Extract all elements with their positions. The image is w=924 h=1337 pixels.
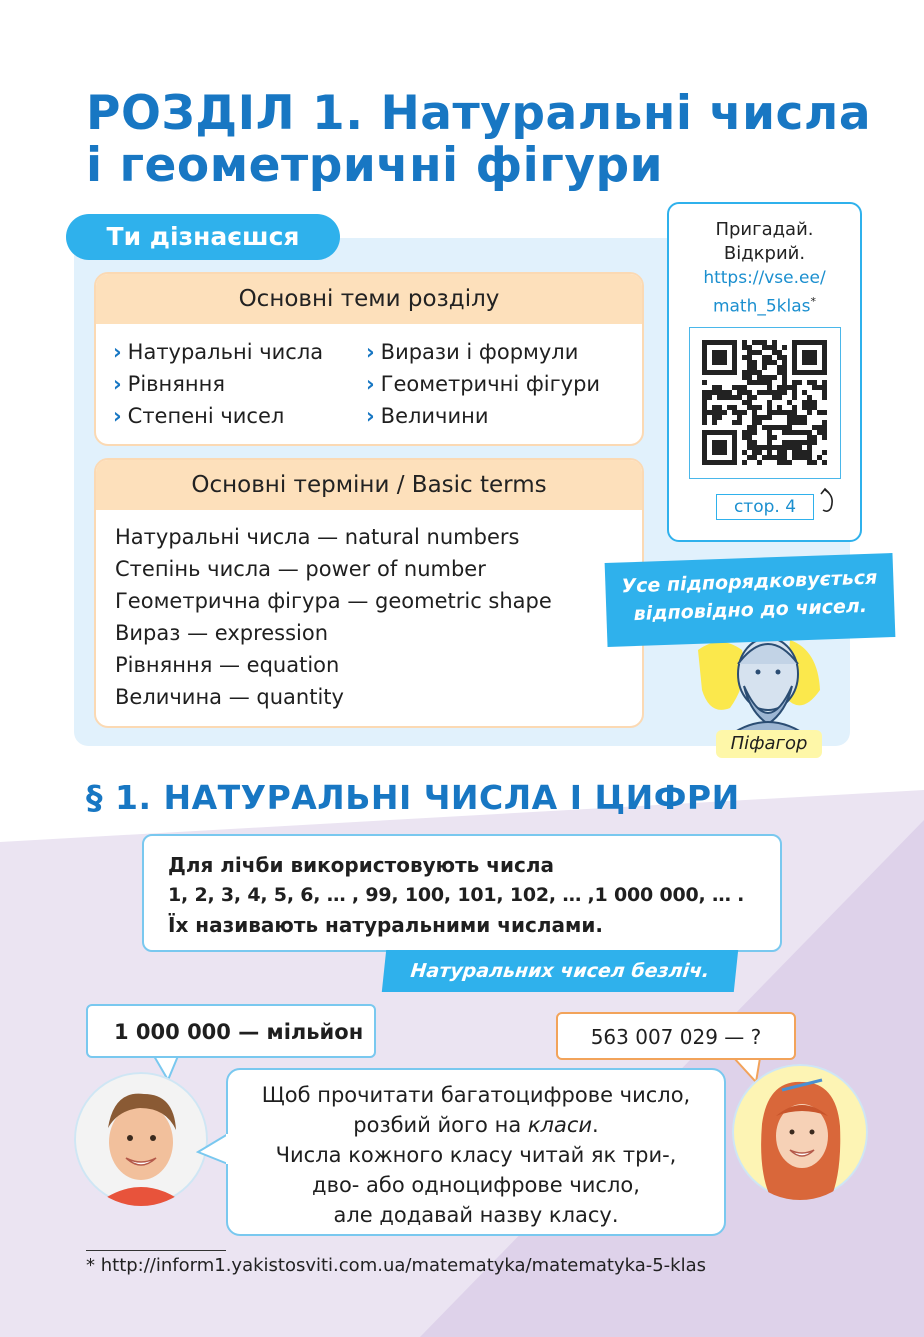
- explanation-line: але додавай назву класу.: [333, 1203, 619, 1227]
- chevron-right-icon: ›: [113, 404, 122, 428]
- topic-item: › Вирази і формули: [366, 340, 579, 364]
- terms-card: [94, 458, 644, 728]
- topic-item: › Рівняння: [113, 372, 225, 396]
- topics-header: Основні теми розділу: [96, 274, 642, 324]
- terms-list: [96, 510, 642, 713]
- learn-tag: Ти дізнаєшся: [66, 214, 340, 260]
- footnote-divider: [86, 1250, 226, 1251]
- qr-code[interactable]: [689, 327, 841, 479]
- section-title: § 1. НАТУРАЛЬНІ ЧИСЛА І ЦИФРИ: [86, 778, 740, 817]
- explanation-line: дво- або одноцифрове число,: [312, 1173, 640, 1197]
- topic-item: › Натуральні числа: [113, 340, 324, 364]
- pythagoras-quote: Усе підпорядковується відповідно до чисел.: [605, 553, 896, 647]
- term-item: Степінь числа — power of number: [115, 557, 486, 581]
- topic-item: › Геометричні фігури: [366, 372, 601, 396]
- definition-line: 1, 2, 3, 4, 5, 6, … , 99, 100, 101, 102, … ,1 000 000, … .: [168, 884, 745, 906]
- definition-line: Для лічби використовують числа: [168, 853, 555, 877]
- qr-code-image: [690, 328, 840, 478]
- girl-speech-bubble: 563 007 029 — ?: [556, 1012, 796, 1060]
- chevron-right-icon: ›: [366, 372, 375, 396]
- term-item: Геометрична фігура — geometric shape: [115, 589, 552, 613]
- topic-item: › Величини: [366, 404, 489, 428]
- chevron-right-icon: ›: [366, 340, 375, 364]
- explanation-line: Щоб прочитати багатоцифрове число,: [261, 1083, 691, 1107]
- definition-line: Їх називають натуральними числами.: [168, 913, 603, 937]
- footnote: * http://inform1.yakistosviti.com.ua/matematyka/matematyka-5-klas: [86, 1255, 707, 1276]
- term-item: Натуральні числа — natural numbers: [115, 525, 520, 549]
- chapter-title: РОЗДІЛ 1. Натуральні числа і геометричні фігури: [86, 86, 872, 193]
- bubble-tail: [196, 1130, 230, 1170]
- pythagoras-name: Піфагор: [716, 730, 822, 758]
- term-item: Величина — quantity: [115, 685, 344, 709]
- term-item: Рівняння — equation: [115, 653, 340, 677]
- explanation-line: Числа кожного класу читай як три-,: [275, 1143, 677, 1167]
- girl-avatar: [732, 1064, 868, 1200]
- chevron-right-icon: ›: [113, 372, 122, 396]
- return-arrow-icon: [819, 486, 839, 516]
- qr-link[interactable]: https://vse.ee/ math_5klas*: [703, 268, 826, 317]
- chevron-right-icon: ›: [366, 404, 375, 428]
- page-reference[interactable]: стор. 4: [716, 494, 814, 520]
- term-item: Вираз — expression: [115, 621, 329, 645]
- terms-header: Основні терміни / Basic terms: [96, 460, 642, 510]
- qr-card: [667, 202, 862, 542]
- qr-caption: Пригадай. Відкрий.: [715, 219, 814, 264]
- topics-card: [94, 272, 644, 446]
- topic-item: › Степені чисел: [113, 404, 285, 428]
- definition-box: [142, 834, 782, 952]
- boy-speech-bubble: 1 000 000 — мільйон: [86, 1004, 376, 1058]
- explanation-line: розбий його на класи.: [353, 1113, 599, 1137]
- infinite-note: Натуральних чисел безліч.: [382, 950, 738, 992]
- boy-avatar: [74, 1072, 208, 1206]
- explanation-bubble: [226, 1068, 726, 1236]
- chevron-right-icon: ›: [113, 340, 122, 364]
